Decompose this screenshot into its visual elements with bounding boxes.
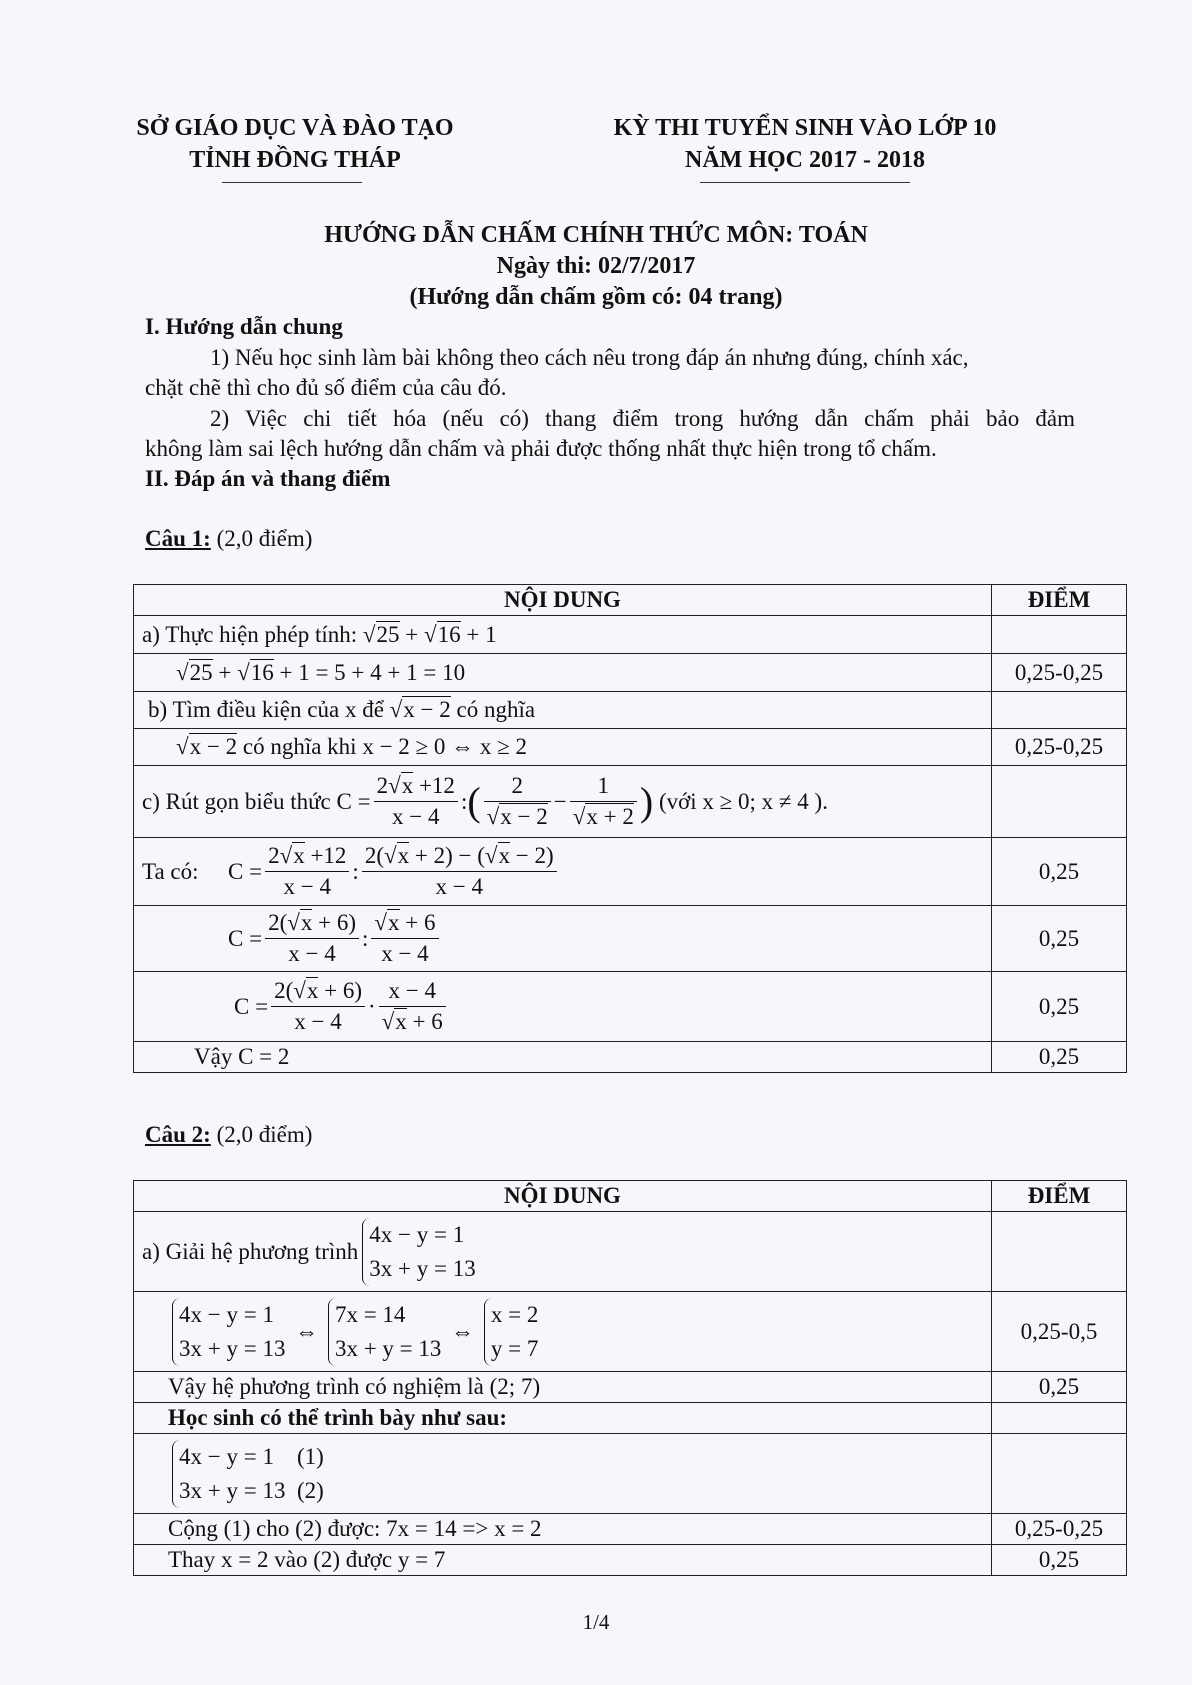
school-year: NĂM HỌC 2017 - 2018	[685, 147, 925, 173]
table-row	[134, 1212, 1127, 1292]
question-1-points: (2,0 điểm)	[216, 526, 313, 551]
question-2-points: (2,0 điểm)	[216, 1122, 313, 1147]
alt-equation-1-tag: (1)	[296, 1443, 324, 1469]
part-c-prompt-text: c) Rút gọn biểu thức	[142, 788, 331, 814]
alternative-system	[134, 1434, 992, 1514]
part-c-step-1: Ta có: C = $\frac{2√x +12}{x - 4}$ : $\frac{2(√x + 2) - (√x - 2)}{x - 4}$	[134, 838, 992, 906]
table-row	[134, 729, 1127, 766]
table-row	[134, 1292, 1127, 1372]
equation-2: 3x + y = 13	[369, 1255, 476, 1281]
part-b-prompt-text: b) Tìm điều kiện của x để	[148, 697, 384, 722]
table-row	[134, 1042, 1127, 1073]
question-1-table	[133, 584, 1127, 1073]
equation-3: 7x = 14	[334, 1301, 406, 1327]
part-c-points-2: 0,25	[992, 906, 1127, 972]
system-solution-points: 0,25-0,5	[992, 1292, 1127, 1372]
equation-2: 3x + y = 13	[179, 1335, 286, 1361]
section-heading-answers: II. Đáp án và thang điểm	[145, 466, 391, 491]
col-points-header: ĐIỂM	[992, 1181, 1127, 1212]
guidance-1b: chặt chẽ thì cho đủ số điểm của câu đó.	[145, 375, 507, 400]
equation-x: x = 2	[490, 1301, 539, 1327]
addition-step-points: 0,25-0,25	[992, 1514, 1127, 1545]
question-2-table	[133, 1180, 1127, 1576]
system-solution: 4x − y = 1 3x + y = 13 ⇔ 7x = 14 3x + y = 13 ⇔ x = 2 y = 7	[134, 1292, 992, 1372]
part-c-condition: (với x ≥ 0; x ≠ 4 ).	[658, 788, 828, 814]
doc-title: HƯỚNG DẪN CHẤM CHÍNH THỨC MÔN: TOÁN	[324, 222, 868, 248]
part-c-points-4: 0,25	[992, 1042, 1127, 1073]
part-b-solution: √x − 2 có nghĩa khi x − 2 ≥ 0 ⇔ x ≥ 2	[134, 729, 992, 766]
addition-step: Cộng (1) cho (2) được: 7x = 14 => x = 2	[134, 1514, 992, 1545]
department-name: SỞ GIÁO DỤC VÀ ĐÀO TẠO	[136, 115, 454, 141]
table-row	[134, 1545, 1127, 1576]
page-count-note: (Hướng dẫn chấm gồm có: 04 trang)	[409, 284, 783, 310]
part-c-step-2: C = $\frac{2(√x + 6)}{x - 4}$ : $\frac{√x + 6}{x - 4}$	[134, 906, 992, 972]
guidance-2b: không làm sai lệch hướng dẫn chấm và phải được thống nhất thực hiện trong tổ chấm.	[145, 436, 937, 461]
department-header	[100, 112, 490, 176]
equation-2: 3x + y = 13	[334, 1335, 442, 1361]
table-row	[134, 906, 1127, 972]
question-1-label: Câu 1:	[145, 526, 211, 551]
exam-name: KỲ THI TUYỂN SINH VÀO LỚP 10	[613, 115, 997, 141]
part-a-points: 0,25-0,25	[992, 654, 1127, 692]
question-2-title	[145, 1120, 312, 1150]
equation-1: 4x − y = 1	[179, 1301, 274, 1327]
part-c-conclusion: Vậy C = 2	[134, 1042, 992, 1073]
guidance-1a: 1) Nếu học sinh làm bài không theo cách nêu trong đáp án nhưng đúng, chính xác,	[210, 345, 969, 370]
alt-equation-2: 3x + y = 13	[179, 1477, 286, 1503]
table-header-row	[134, 1181, 1127, 1212]
equation-1: 4x − y = 1	[369, 1221, 465, 1247]
ta-co-label: Ta có:	[142, 858, 199, 884]
part-b-prompt-suffix: có nghĩa	[456, 697, 536, 722]
col-content-header: NỘI DUNG	[134, 585, 992, 616]
table-row	[134, 654, 1127, 692]
table-row	[134, 1434, 1127, 1514]
exam-date: Ngày thi: 02/7/2017	[496, 253, 696, 279]
question-2-label: Câu 2:	[145, 1122, 211, 1147]
part-c-prompt: c) Rút gọn biểu thức C = $\frac{2√x +12}{x - 4}$ : ( $\frac{2}{√x - 2}$ − $\frac{1}{√x + 2}$ ) (với x ≥ 0; x ≠ 4 ).	[134, 766, 992, 838]
guidance-2a: 2) Việc chi tiết hóa (nếu có) thang điểm trong hướng dẫn chấm phải bảo đảm	[210, 406, 1075, 431]
table-row	[134, 616, 1127, 654]
alt-equation-2-tag: (2)	[296, 1477, 324, 1503]
part-b-points: 0,25-0,25	[992, 729, 1127, 766]
table-row	[134, 1403, 1127, 1434]
equation-y: y = 7	[490, 1335, 539, 1361]
part-a-prompt-text: a) Thực hiện phép tính:	[142, 621, 358, 647]
substitution-step-points: 0,25	[992, 1545, 1127, 1576]
table-row	[134, 692, 1127, 729]
system-conclusion: Vậy hệ phương trình có nghiệm là (2; 7)	[134, 1372, 992, 1403]
exam-header	[575, 112, 1035, 176]
part-b-condition: x − 2 ≥ 0 ⇔ x ≥ 2	[362, 734, 528, 759]
part-a-expression: √25 + √16 + 1	[362, 621, 497, 647]
equation-system	[362, 1218, 475, 1286]
col-content-header: NỘI DUNG	[134, 1181, 992, 1212]
part-c-step-3: C = $\frac{2(√x + 6)}{x - 4}$ · $\frac{x - 4}{√x + 6}$	[134, 972, 992, 1042]
table-row	[134, 972, 1127, 1042]
section-heading-general: I. Hướng dẫn chung	[145, 314, 343, 339]
table-row	[134, 766, 1127, 838]
system-conclusion-points: 0,25	[992, 1372, 1127, 1403]
part-c-points-3: 0,25	[992, 972, 1127, 1042]
part-c-points-1: 0,25	[992, 838, 1127, 906]
substitution-step: Thay x = 2 vào (2) được y = 7	[134, 1545, 992, 1576]
header-left-rule	[222, 182, 362, 183]
table-row	[134, 1514, 1127, 1545]
question-1-title	[145, 524, 312, 554]
part-a-prompt	[134, 616, 992, 654]
col-points-header: ĐIỂM	[992, 585, 1127, 616]
part-b-solution-text: có nghĩa khi	[242, 734, 357, 759]
alt-equation-1: 4x − y = 1	[179, 1443, 274, 1469]
part-a-solution: √25 + √16 + 1 = 5 + 4 + 1 = 10	[134, 654, 992, 692]
table-row	[134, 1372, 1127, 1403]
page-number: 1/4	[582, 1610, 610, 1634]
table-row	[134, 838, 1127, 906]
header-right-rule	[700, 182, 910, 183]
part-a-prompt	[134, 1212, 992, 1292]
alternative-heading: Học sinh có thể trình bày như sau:	[134, 1403, 992, 1434]
province-name: TỈNH ĐỒNG THÁP	[189, 147, 401, 173]
table-header-row	[134, 585, 1127, 616]
part-b-prompt: b) Tìm điều kiện của x để √x − 2 có nghĩa	[134, 692, 992, 729]
system-prompt-text: a) Giải hệ phương trình	[142, 1238, 359, 1264]
